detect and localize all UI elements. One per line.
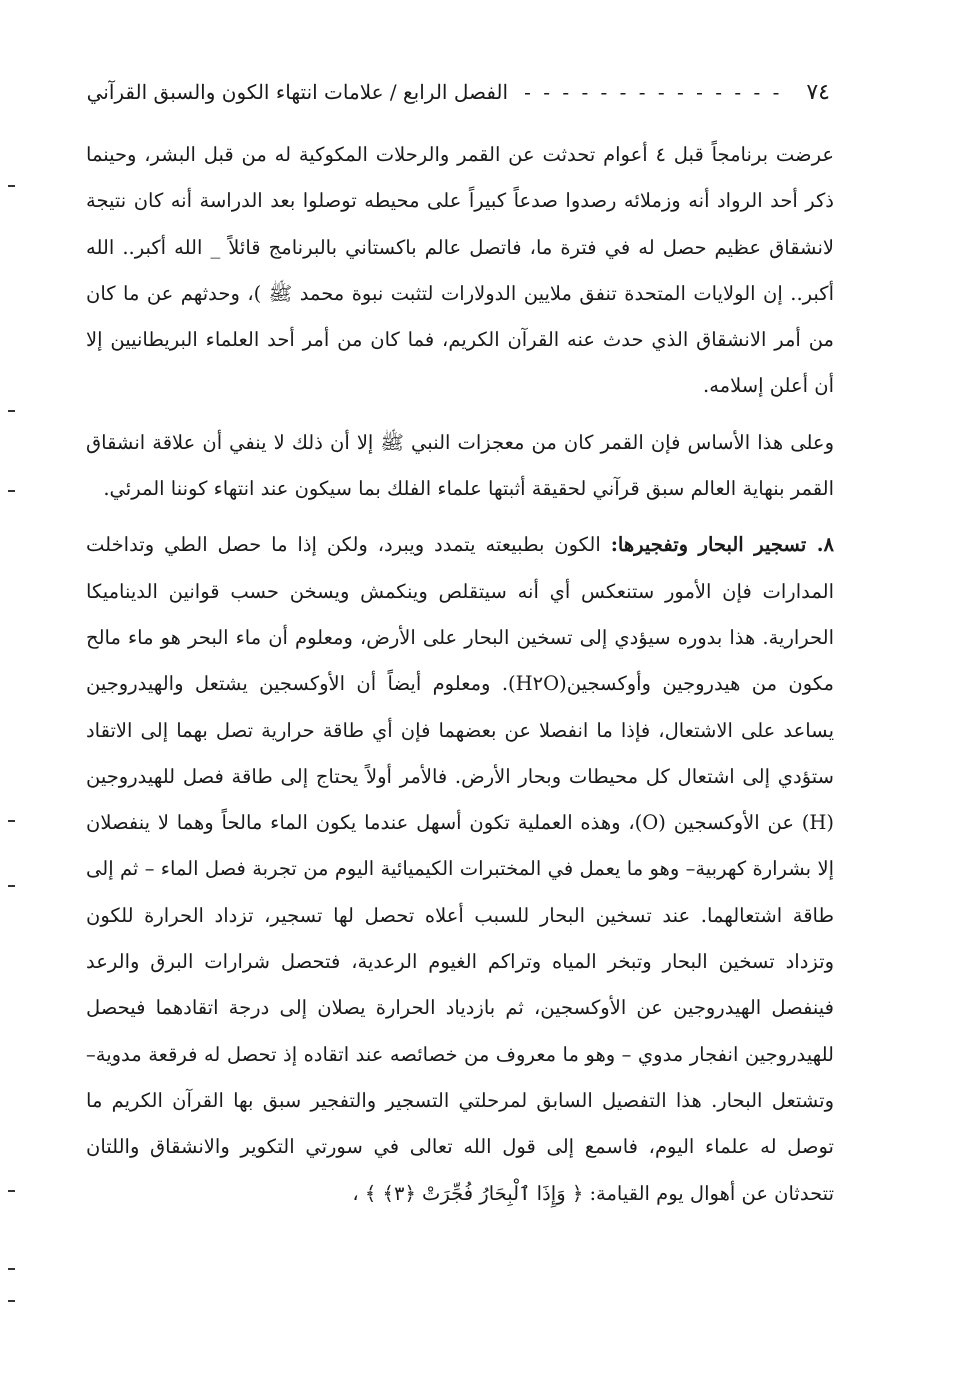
scan-mark [8,1268,15,1270]
scan-mark [8,410,15,412]
scan-mark [8,885,15,887]
paragraph-moon-miracle: وعلى هذا الأساس فإن القمر كان من معجزات النبي ﷺ إلا أن ذلك لا ينفي أن علاقة انشقاق القمر بنهاية العالم سبق قرآني لحقيقة أثبتها علماء الفلك بما سيكون عند انتهاء كوننا المرئي. [86,430,834,501]
scan-mark [8,490,15,492]
paragraph-seas [86,522,834,1216]
scan-mark [8,1190,15,1192]
chapter-title: الفصل الرابع / علامات انتهاء الكون والسبق القرآني [86,80,509,104]
page-number: ٧٤ [806,79,830,105]
section-body: الكون بطبيعته يتمدد ويبرد، ولكن إذا ما حصل الطي وتداخلت المدارات فإن الأمور ستنعكس أي أنه سيتقلص وينكمش ويسخن حسب قوانين الديناميكا الحرارية. هذا بدوره سيؤدي إلى تسخين البحار على الأرض، ومعلوم أن ماء البحر هو ماء مالح مكون من هيدروجين وأوكسجين(H٢O). ومعلوم أيضاً أن الأوكسجين يشتعل والهيدروجين يساعد على الاشتعال، فإذا ما انفصلا عن بعضهما فإن أي طاقة حرارية تصل بهما إلى الاتقاد ستؤدي إلى اشتعال كل محيطات وبحار الأرض. فالأمر أولاً يحتاج إلى طاقة فصل للهيدروجين (H) عن الأوكسجين (O)، وهذه العملية تكون أسهل عندما يكون الماء مالحاً وهما لا ينفصلان إلا بشرارة كهربية– وهو ما يعمل في المختبرات الكيميائية اليوم من تجربة فصل الماء – ثم إلى طاقة اشتعالهما. عند تسخين البحار للسبب أعلاه تحصل لها تسجير، تزداد الحرارة للكون وتزداد تسخين البحار وتبخر المياه وتراكم الغيوم الرعدية، فتحصل شرارات البرق والرعد فينفصل الهيدروجين عن الأوكسجين، ثم بازدياد الحرارة يصلان إلى درجة اتقادهما فيحصل للهيدروجين انفجار مدوي – وهو ما معروف من خصائصه عند اتقاده إذ تحصل له فرقعة مدوية– وتشتعل البحار. هذا التفصيل السابق لمرحلتي التسجير والتفجير سبق بها القرآن الكريم ما توصل له علماء اليوم، فاسمع إلى قول الله تعالى في سورتي التكوير والانشقاق واللتان تتحدثان عن أهوال يوم القيامة: ﴿ وَإِذَا ٱلْبِحَارُ فُجِّرَتْ ﴿٣﴾ ﴾ ، [86,533,834,1205]
paragraph-moon-program: عرضت برنامجاً قبل ٤ أعوام تحدثت عن القمر والرحلات المكوكية له من قبل البشر، وحينما ذكر أحد الرواد أنه وزملائه رصدوا صدعاً كبيراً على محيطه توصلوا بعد الدراسة أنه كان نتيجة لانشقاق عظيم حصل له في فترة ما، فاتصل عالم باكستاني بالبرنامج قائلاً _ الله أكبر.. الله أكبر.. إن الولايات المتحدة تنفق ملايين الدولارات لتثبت نبوة محمد ﷺ )، وحدثهم عن ما كان من أمر الانشقاق الذي حدث عنه القرآن الكريم، فما كان من أمر أحد العلماء البريطانيين إلا أن أعلن إسلامه. [86,143,834,398]
section-title: ٨. تسجير البحار وتفجيرها: [610,533,834,557]
header-separator: - - - - - - - - - - - - - - [524,80,783,104]
scan-mark [8,1300,15,1302]
body-text [86,132,834,1217]
page-header [80,72,830,112]
scan-mark [8,185,15,187]
scan-mark [8,820,15,822]
